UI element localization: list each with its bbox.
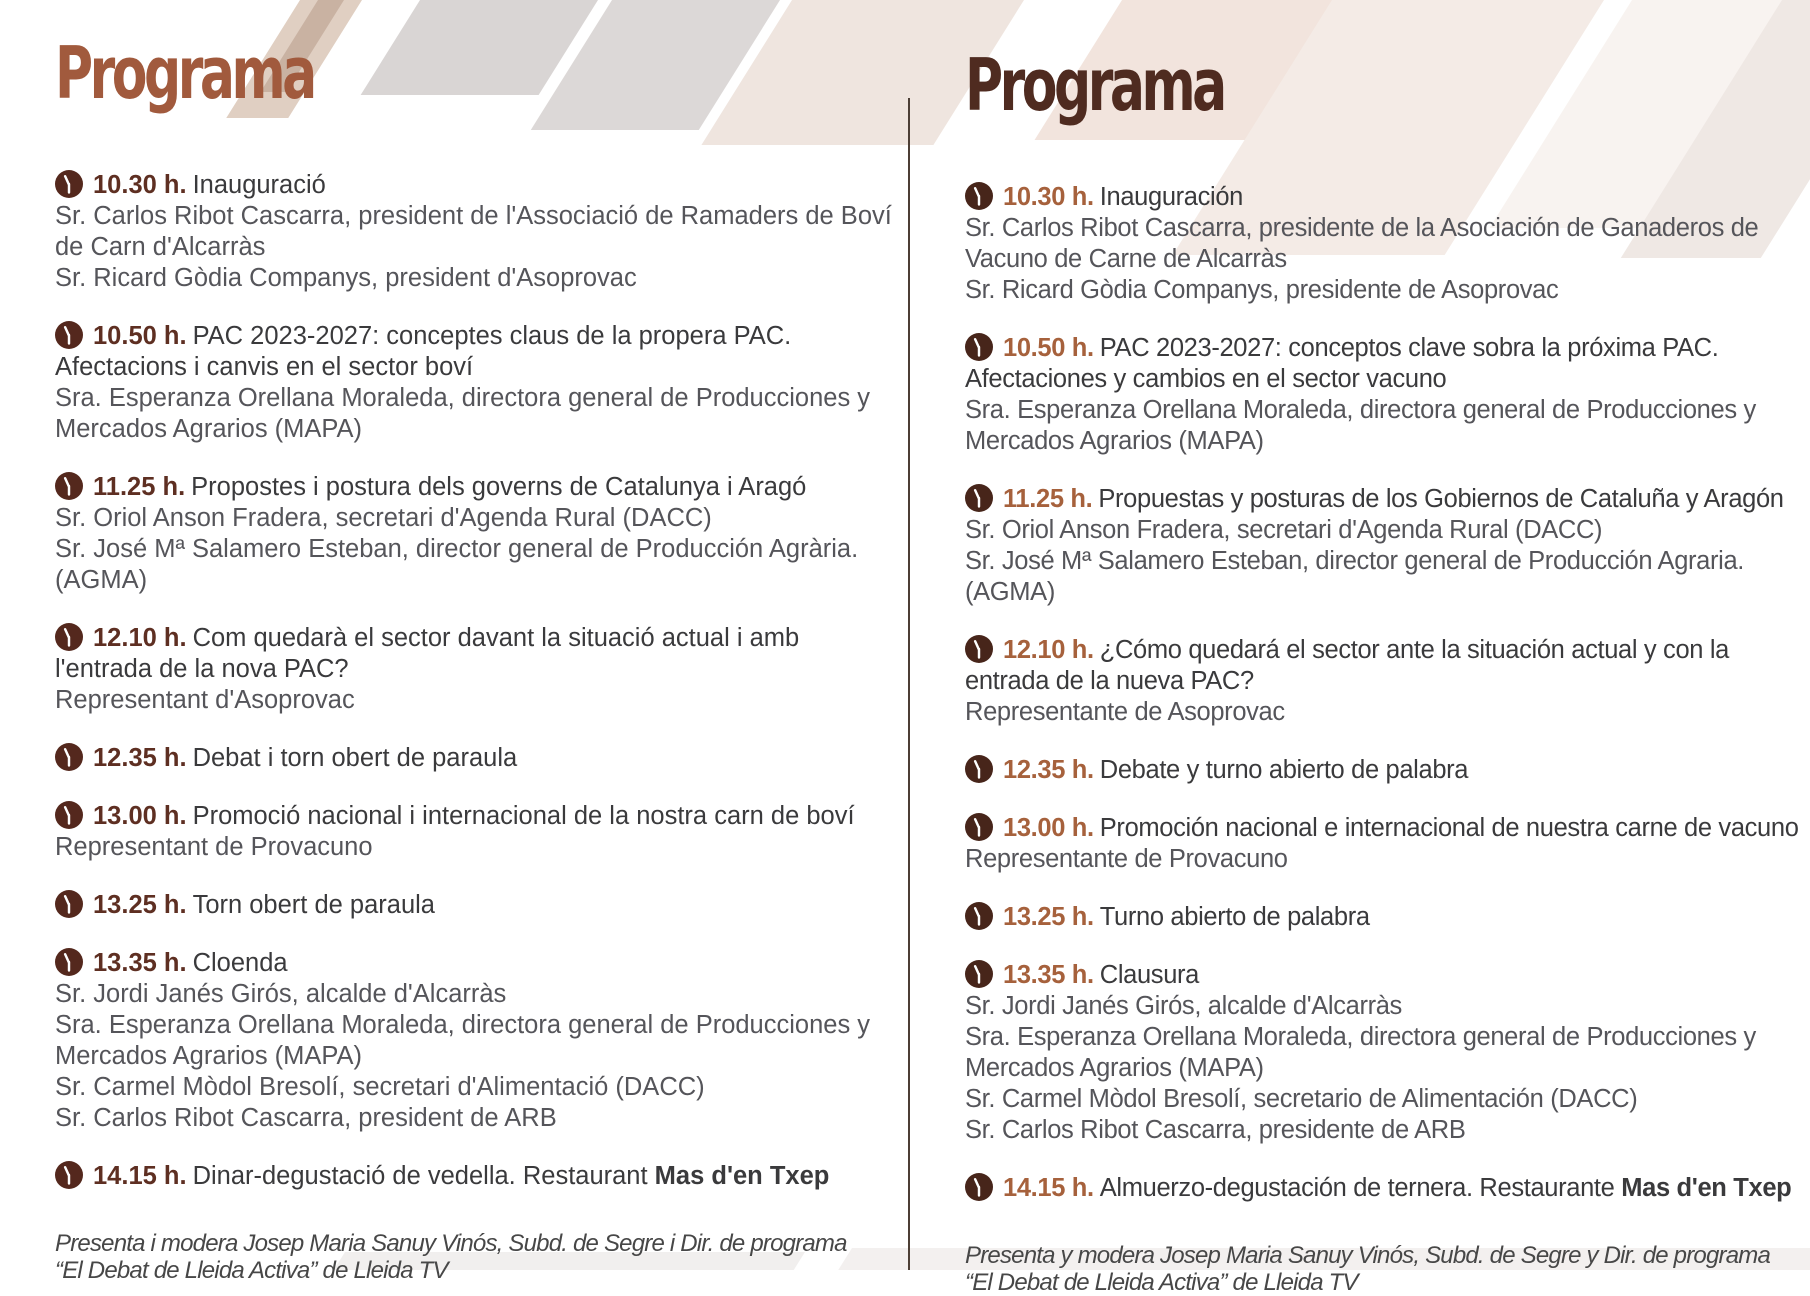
entry-time: 12.35 h. [93,744,187,772]
entry-heading [55,801,903,832]
entry-detail-line: Sra. Esperanza Orellana Moraleda, directora general de Producciones y [55,1011,871,1039]
entry-heading [965,182,1808,213]
entry-detail-line: Vacuno de Carne de Alcarràs [965,245,1287,273]
entry-detail-line: Mercados Agrarios (MAPA) [55,415,363,443]
entry-title: Propostes i postura dels governs de Catalunya i Aragó [191,473,807,501]
entry-heading [55,623,903,685]
entry-heading [965,755,1808,786]
clock-icon [55,801,83,829]
entry-details [965,844,1808,875]
entry-detail-line: Sr. Ricard Gòdia Companys, president d'Asoprovac [55,264,637,292]
clock-icon [965,1173,993,1201]
entry-detail-line: Sr. Carlos Ribot Cascarra, president de l'Associació de Ramaders de Boví [55,202,892,230]
entry-time: 13.25 h. [93,891,187,919]
entry-title: Clausura [1099,961,1200,989]
entry-detail-line: Representant de Provacuno [55,833,373,861]
program-entry [55,1161,903,1192]
clock-icon [55,321,83,349]
program-entry [965,902,1808,933]
entry-time: 12.10 h. [1003,636,1094,664]
entry-heading [965,813,1808,844]
entry-detail-line: Sr. Jordi Janés Girós, alcalde d'Alcarràs [55,980,507,1008]
presenter-note-line1: Presenta i modera Josep Maria Sanuy Vinós, Subd. de Segre i Dir. de programa [55,1230,847,1257]
entry-time: 13.35 h. [93,949,187,977]
entry-heading [55,890,903,921]
clock-icon [965,902,993,930]
entry-title: Almuerzo-degustación de ternera. Restaurante [1099,1174,1622,1202]
entry-details [965,213,1808,306]
entry-heading [965,960,1808,991]
entry-detail-line: Sr. Carmel Mòdol Bresolí, secretario de Alimentación (DACC) [965,1085,1638,1113]
program-entry [55,472,903,596]
program-entry [965,813,1808,875]
clock-icon [965,813,993,841]
entry-time: 10.50 h. [93,322,187,350]
entry-heading [965,484,1808,515]
program-entry [55,890,903,921]
entry-time: 13.25 h. [1003,903,1094,931]
entry-heading [965,333,1808,395]
program-entry [965,635,1808,728]
program-entry [55,948,903,1134]
presenter-note-line2: “El Debat de Lleida Activa” de Lleida TV [965,1269,1358,1296]
entry-details [55,503,903,596]
entry-time: 13.35 h. [1003,961,1094,989]
program-entry [965,333,1808,457]
entry-time: 12.35 h. [1003,756,1094,784]
entry-detail-line: Sr. Oriol Anson Fradera, secretari d'Agenda Rural (DACC) [55,504,712,532]
entry-details [965,991,1808,1146]
program-entry [965,1173,1808,1204]
clock-icon [965,755,993,783]
entry-details [965,515,1808,608]
clock-icon [55,623,83,651]
entry-title-bold: Mas d'en Txep [654,1162,830,1190]
entry-detail-line: Sr. José Mª Salamero Esteban, director general de Producción Agraria. [965,547,1745,575]
entry-time: 10.50 h. [1003,334,1094,362]
clock-icon [55,743,83,771]
entry-details [55,685,903,716]
entry-title: Promoció nacional i internacional de la nostra carn de boví [192,802,855,830]
entry-detail-line: (AGMA) [965,578,1055,606]
entry-detail-line: Mercados Agrarios (MAPA) [965,1054,1264,1082]
entry-detail-line: Sr. Ricard Gòdia Companys, presidente de Asoprovac [965,276,1559,304]
entry-heading [965,635,1808,697]
program-column-catalan [0,0,905,1284]
entry-detail-line: Sr. Carlos Ribot Cascarra, president de ARB [55,1104,557,1132]
entry-heading [55,948,903,979]
presenter-note-line1: Presenta y modera Josep Maria Sanuy Vinós, Subd. de Segre y Dir. de programa [965,1242,1770,1269]
presenter-note-line2: “El Debat de Lleida Activa” de Lleida TV [55,1257,448,1284]
program-entry [965,484,1808,608]
entry-detail-line: Representant d'Asoprovac [55,686,355,714]
clock-icon [55,170,83,198]
clock-icon [55,890,83,918]
entry-detail-line: Sr. José Mª Salamero Esteban, director general de Producción Agrària. [55,535,859,563]
presenter-note [55,1230,903,1284]
page-title-text: Programa [965,45,1224,129]
program-entry [55,623,903,716]
entry-time: 11.25 h. [93,473,186,501]
entry-details [965,697,1808,728]
entry-title: ¿Cómo quedará el sector ante la situación actual y con la entrada de la nueva PAC? [965,636,1730,695]
program-entry [55,321,903,445]
entry-details [55,201,903,294]
entry-detail-line: Sra. Esperanza Orellana Moraleda, directora general de Producciones y [965,1023,1756,1051]
entry-detail-line: Mercados Agrarios (MAPA) [55,1042,363,1070]
entry-detail-line: Representante de Asoprovac [965,698,1285,726]
entry-details [55,832,903,863]
entry-title: Propuestas y posturas de los Gobiernos de Cataluña y Aragón [1098,485,1784,513]
entry-title: Debate y turno abierto de palabra [1099,756,1469,784]
presenter-note [965,1242,1808,1296]
entry-heading [55,472,903,503]
page-title [55,33,903,144]
entry-title: Cloenda [192,949,288,977]
program-entry [55,801,903,863]
entry-detail-line: Sr. Jordi Janés Girós, alcalde d'Alcarràs [965,992,1402,1020]
program-column-spanish [905,0,1810,1296]
entry-details [965,395,1808,457]
clock-icon [965,484,993,512]
entry-title: Debat i torn obert de paraula [192,744,518,772]
entry-title: Turno abierto de palabra [1099,903,1370,931]
entry-time: 13.00 h. [1003,814,1094,842]
entry-title: Dinar-degustació de vedella. Restaurant [192,1162,655,1190]
entry-heading [55,170,903,201]
entry-time: 14.15 h. [93,1162,187,1190]
clock-icon [965,182,993,210]
entry-time: 10.30 h. [1003,183,1094,211]
program-entry [55,743,903,774]
entry-time: 11.25 h. [1003,485,1093,513]
clock-icon [55,948,83,976]
entry-time: 12.10 h. [93,624,187,652]
entry-title-bold: Mas d'en Txep [1621,1174,1792,1202]
entry-details [55,383,903,445]
entry-heading [965,902,1808,933]
entry-heading [55,321,903,383]
entry-heading [55,1161,903,1192]
entry-detail-line: de Carn d'Alcarràs [55,233,266,261]
entry-detail-line: Sr. Carmel Mòdol Bresolí, secretari d'Alimentació (DACC) [55,1073,705,1101]
entry-title: PAC 2023-2027: conceptos clave sobra la próxima PAC. Afectaciones y cambios en el sector vacuno [965,334,1719,393]
program-entry-list [55,170,903,1192]
entry-detail-line: Sr. Oriol Anson Fradera, secretari d'Agenda Rural (DACC) [965,516,1603,544]
program-entry-list [965,182,1808,1204]
entry-detail-line: (AGMA) [55,566,148,594]
entry-detail-line: Mercados Agrarios (MAPA) [965,427,1264,455]
entry-time: 13.00 h. [93,802,187,830]
entry-title: PAC 2023-2027: conceptes claus de la propera PAC. Afectacions i canvis en el sector boví [55,322,792,381]
entry-detail-line: Representante de Provacuno [965,845,1288,873]
entry-detail-line: Sr. Carlos Ribot Cascarra, presidente de ARB [965,1116,1466,1144]
clock-icon [965,960,993,988]
entry-title: Inauguració [192,171,326,199]
page-title [965,36,1808,156]
entry-title: Promoción nacional e internacional de nuestra carne de vacuno [1099,814,1799,842]
entry-details [55,979,903,1134]
entry-detail-line: Sra. Esperanza Orellana Moraleda, directora general de Producciones y [55,384,871,412]
clock-icon [55,1161,83,1189]
clock-icon [965,333,993,361]
program-entry [55,170,903,294]
entry-time: 14.15 h. [1003,1174,1094,1202]
program-entry [965,755,1808,786]
entry-detail-line: Sra. Esperanza Orellana Moraleda, directora general de Producciones y [965,396,1756,424]
entry-title: Com quedarà el sector davant la situació actual i amb l'entrada de la nova PAC? [55,624,800,683]
entry-heading [55,743,903,774]
clock-icon [965,635,993,663]
page-title-text: Programa [55,33,314,117]
entry-title: Torn obert de paraula [192,891,435,919]
entry-heading [965,1173,1808,1204]
entry-detail-line: Sr. Carlos Ribot Cascarra, presidente de la Asociación de Ganaderos de [965,214,1759,242]
program-entry [965,960,1808,1146]
entry-time: 10.30 h. [93,171,187,199]
entry-title: Inauguración [1099,183,1244,211]
clock-icon [55,472,83,500]
program-entry [965,182,1808,306]
